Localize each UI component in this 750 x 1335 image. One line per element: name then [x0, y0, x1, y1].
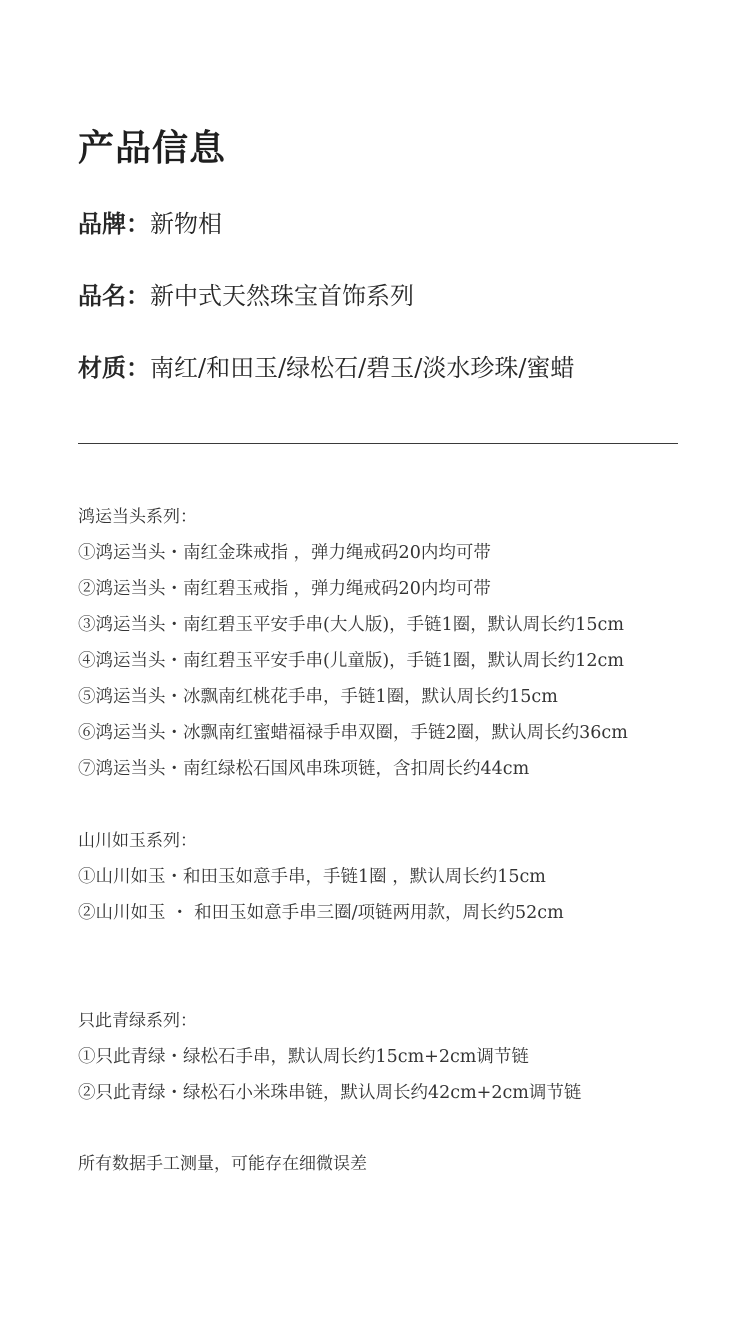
- list-item: ①只此青绿・绿松石手串，默认周长约15cm+2cm调节链: [78, 1047, 529, 1067]
- list-item: ④鸿运当头・南红碧玉平安手串(儿童版)，手链1圈，默认周长约12cm: [78, 651, 624, 671]
- brand-row: [78, 208, 222, 240]
- material-row: [78, 352, 574, 384]
- list-item: ②鸿运当头・南红碧玉戒指 ，弹力绳戒码20内均可带: [78, 579, 491, 599]
- material-value: 南红/和田玉/绿松石/碧玉/淡水珍珠/蜜蜡: [150, 354, 575, 382]
- product-name-row: [78, 280, 414, 312]
- brand-value: 新物相: [150, 210, 222, 238]
- material-label: 材质：: [78, 353, 150, 382]
- list-item: ⑦鸿运当头・南红绿松石国风串珠项链，含扣周长约44cm: [78, 759, 530, 779]
- series-title: 只此青绿系列：: [78, 1011, 197, 1031]
- list-item: ③鸿运当头・南红碧玉平安手串(大人版)，手链1圈，默认周长约15cm: [78, 615, 624, 635]
- list-item: ②山川如玉 ・ 和田玉如意手串三圈/项链两用款，周长约52cm: [78, 903, 564, 923]
- list-item: ②只此青绿・绿松石小米珠串链，默认周长约42cm+2cm调节链: [78, 1083, 582, 1103]
- divider: [78, 443, 678, 444]
- measurement-note: 所有数据手工测量，可能存在细微误差: [78, 1154, 367, 1174]
- list-item: ⑤鸿运当头・冰飘南红桃花手串，手链1圈，默认周长约15cm: [78, 687, 558, 707]
- list-item: ①山川如玉・和田玉如意手串，手链1圈 ，默认周长约15cm: [78, 867, 546, 887]
- brand-label: 品牌：: [78, 209, 150, 238]
- series-title: 鸿运当头系列：: [78, 507, 197, 527]
- series-title: 山川如玉系列：: [78, 831, 197, 851]
- product-name-value: 新中式天然珠宝首饰系列: [150, 282, 414, 310]
- page-title: 产品信息: [78, 127, 227, 169]
- list-item: ①鸿运当头・南红金珠戒指 ，弹力绳戒码20内均可带: [78, 543, 491, 563]
- list-item: ⑥鸿运当头・冰飘南红蜜蜡福禄手串双圈，手链2圈，默认周长约36cm: [78, 723, 628, 743]
- product-name-label: 品名：: [78, 281, 150, 310]
